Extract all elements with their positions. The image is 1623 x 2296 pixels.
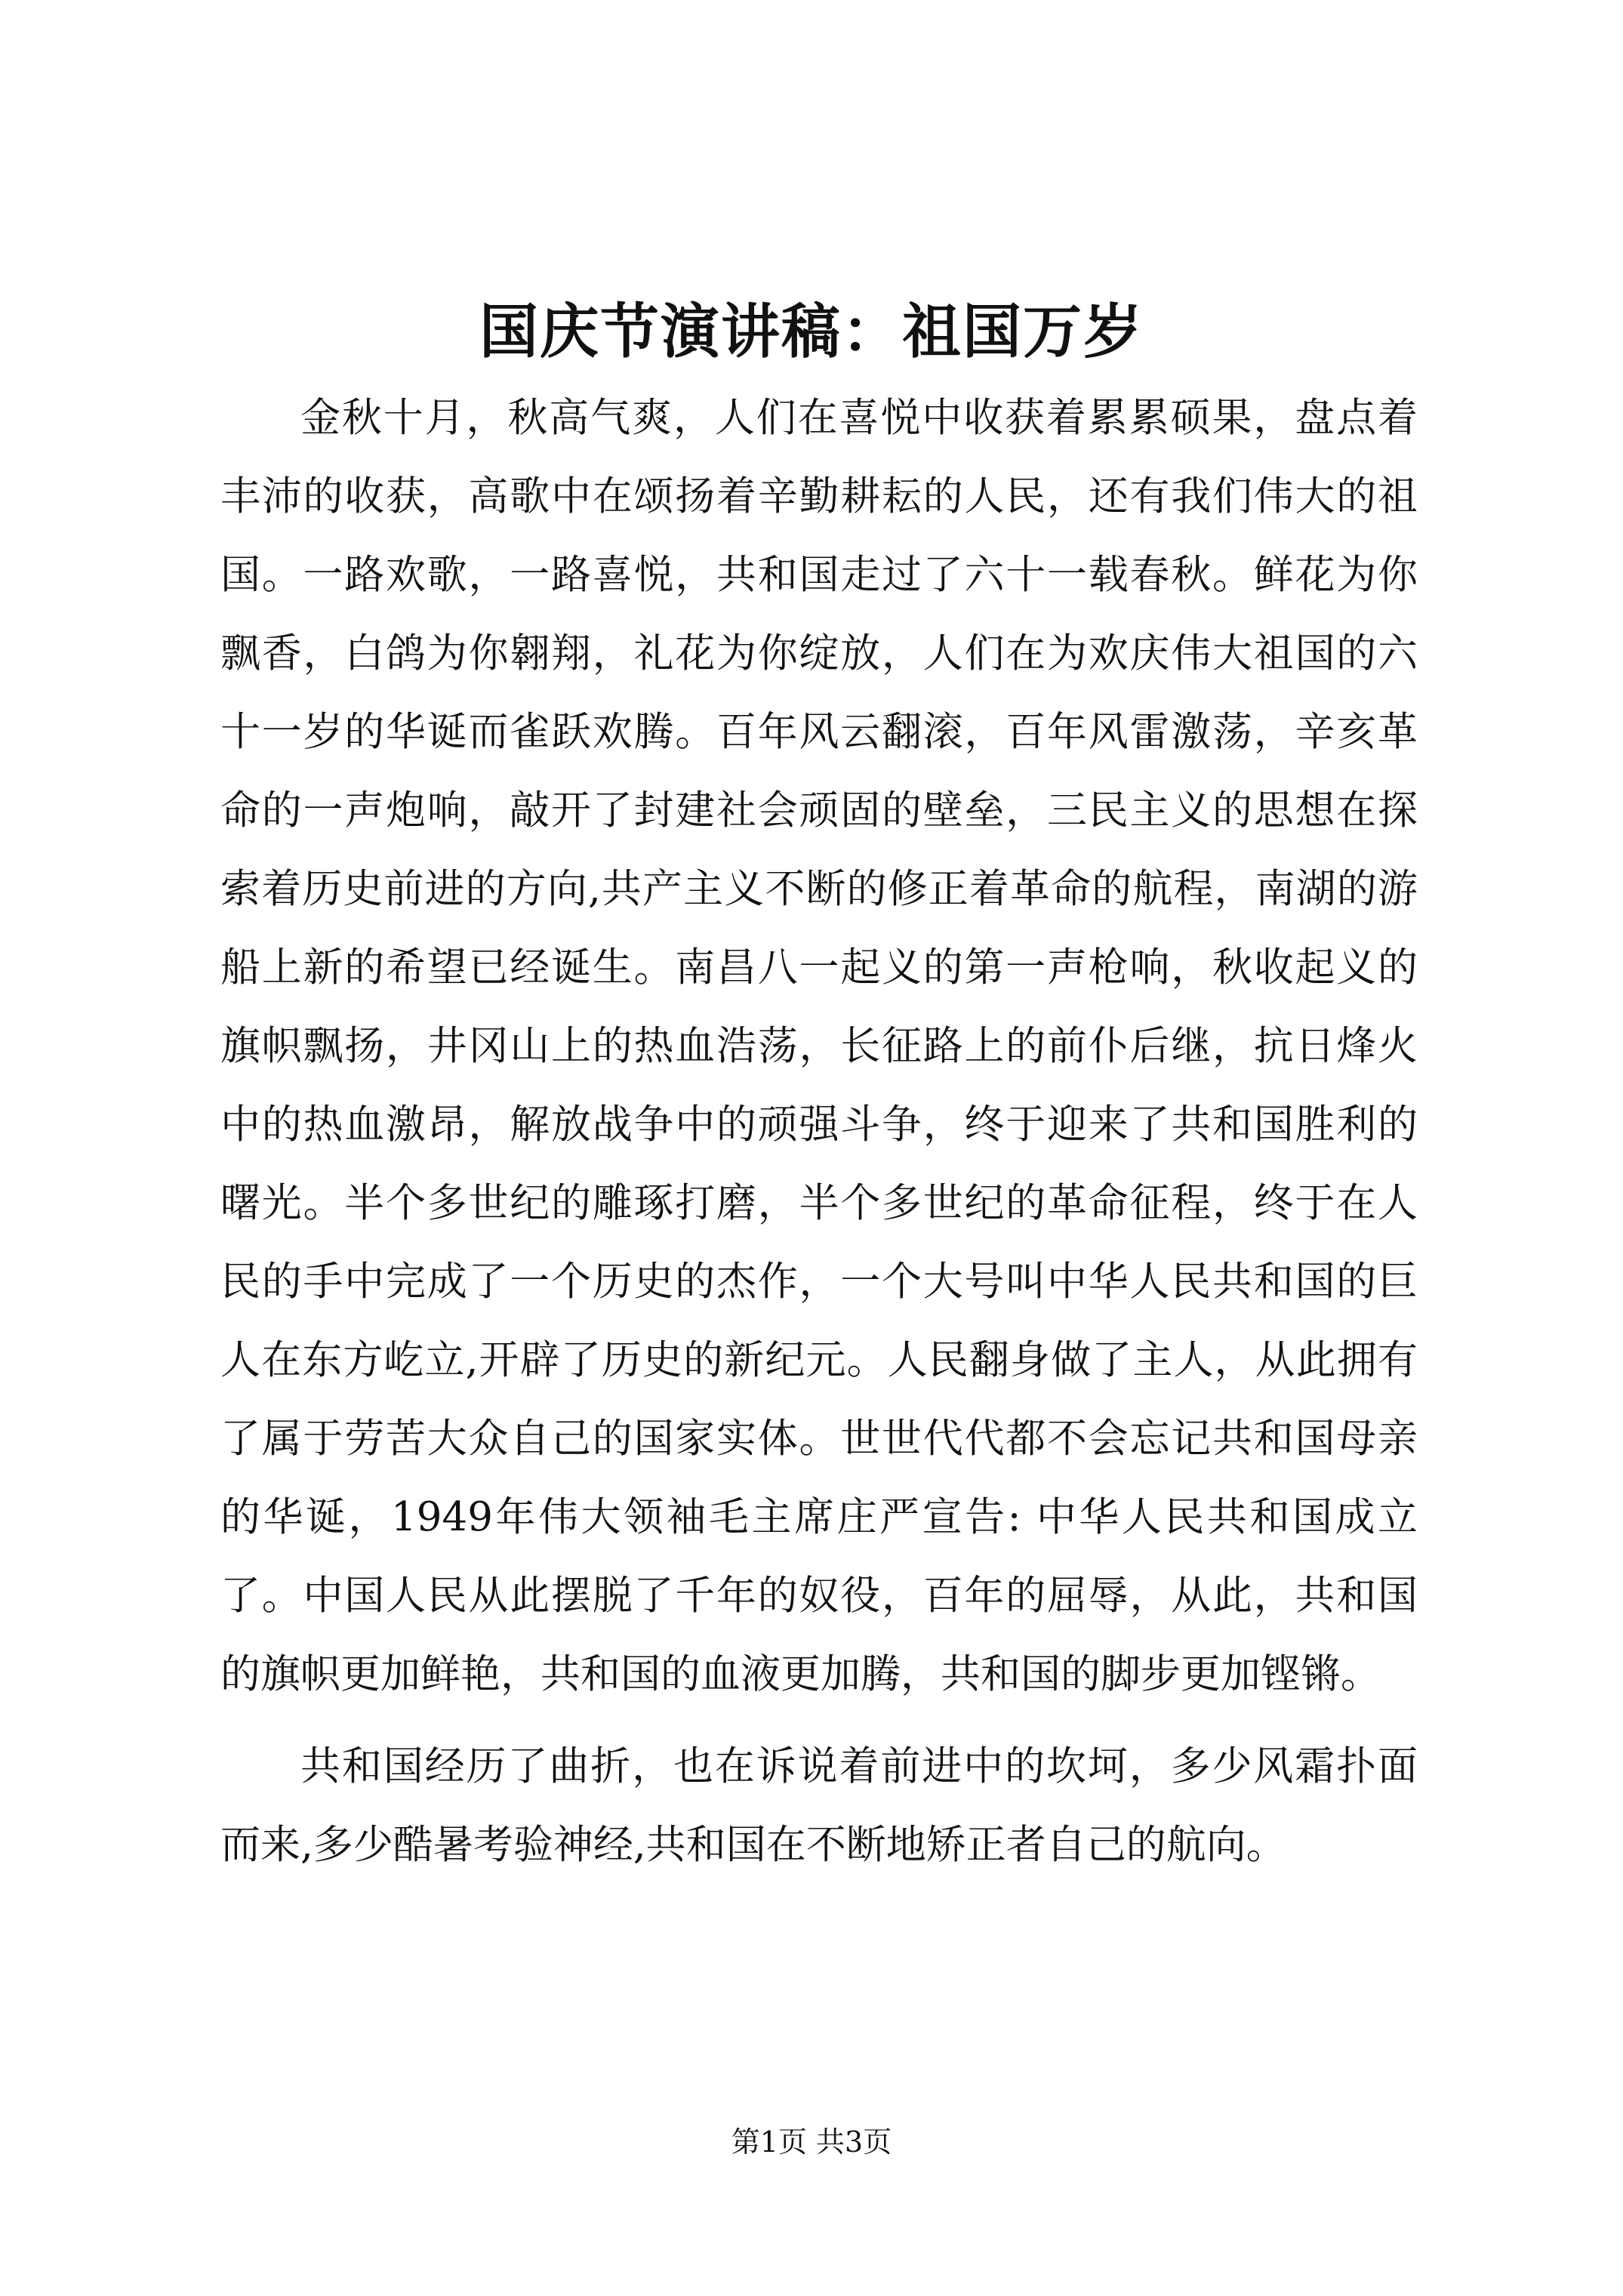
page-footer: 第1页 共3页 [731, 2125, 892, 2159]
document-title: 国庆节演讲稿：祖国万岁 [479, 297, 1144, 366]
paragraph-2: 共和国经历了曲折，也在诉说着前进中的坎坷，多少风霜扑面而来,多少酷暑考验神经,共和国在不断地矫正者自己的航向。 [220, 1743, 1418, 1868]
paragraph-1: 金秋十月，秋高气爽，人们在喜悦中收获着累累硕果，盘点着丰沛的收获，高歌中在颂扬着辛勤耕耘的人民，还有我们伟大的祖国。一路欢歌，一路喜悦，共和国走过了六十一载春秋。鲜花为你飘香，白鸽为你翱翔，礼花为你绽放，人们在为欢庆伟大祖国的六十一岁的华诞而雀跃欢腾。百年风云翻滚，百年风雷激荡，辛亥革命的一声炮响，敲开了封建社会顽固的壁垒，三民主义的思想在探索着历史前进的方向,共产主义不断的修正着革命的航程，南湖的游船上新的希望已经诞生。南昌八一起义的第一声枪响，秋收起义的旗帜飘扬，井冈山上的热血浩荡，长征路上的前仆后继，抗日烽火中的热血激昂，解放战争中的顽强斗争，终于迎来了共和国胜利的曙光。半个多世纪的雕琢打磨，半个多世纪的革命征程，终于在人民的手中完成了一个历史的杰作，一个大号叫中华人民共和国的巨人在东方屹立,开辟了历史的新纪元。人民翻身做了主人，从此拥有了属于劳苦大众自己的国家实体。世世代代都不会忘记共和国母亲的华诞，1949年伟大领袖毛主席庄严宣告: 中华人民共和国成立了。中国人民从此摆脱了千年的奴役，百年的屈辱，从此，共和国的旗帜更加鲜艳，共和国的血液更加腾，共和国的脚步更加铿锵。 [220, 395, 1418, 1697]
document-body [220, 379, 1418, 1898]
